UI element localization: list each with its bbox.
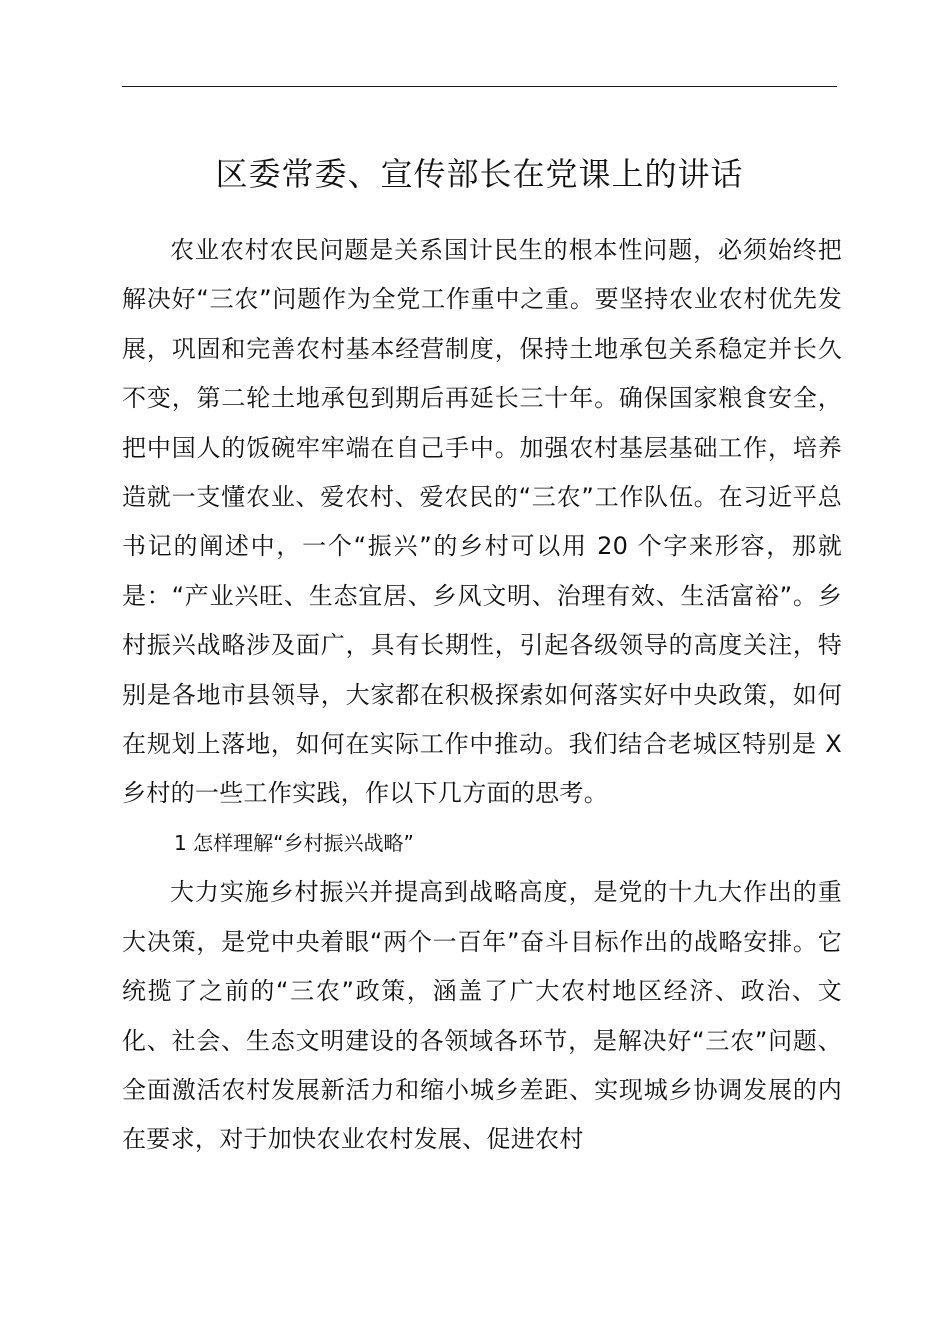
page-title: 区委常委、宣传部长在党课上的讲话 — [215, 155, 744, 193]
paragraph-intro: 农业农村农民问题是关系国计民生的根本性问题，必须始终把解决好“三农”问题作为全党工作重中之重。要坚持农业农村优先发展，巩固和完善农村基本经营制度，保持土地承包关系稳定并长久不变，第二轮土地承包到期后再延长三十年。确保国家粮食安全，把中国人的饭碗牢牢端在自己手中。加强农村基层基础工作，培养造就一支懂农业、爱农村、爱农民的“三农”工作队伍。在习近平总书记的阐述中，一个“振兴”的乡村可以用 20 个字来形容，那就是：“产业兴旺、生态宜居、乡风文明、治理有效、生活富裕”。乡村振兴战略涉及面广，具有长期性，引起各级领导的高度关注，特别是各地市县领导，大家都在积极探索如何落实好中央政策，如何在规划上落地，如何在实际工作中推动。我们结合老城区特别是 X 乡村的一些工作实践，作以下几方面的思考。 — [122, 236, 842, 808]
section-heading: 1 怎样理解“乡村振兴战略” — [174, 830, 414, 855]
header-rule — [122, 86, 837, 87]
document-body — [122, 226, 842, 1165]
paragraph-section-1: 大力实施乡村振兴并提高到战略高度，是党的十九大作出的重大决策，是党中央着眼“两个一百年”奋斗目标作出的战略安排。它统揽了之前的“三农”政策，涵盖了广大农村地区经济、政治、文化、社会、生态文明建设的各领域各环节，是解决好“三农”问题、全面激活农村发展新活力和缩小城乡差距、实现城乡协调发展的内在要求，对于加快农业农村发展、促进农村 — [122, 878, 842, 1154]
